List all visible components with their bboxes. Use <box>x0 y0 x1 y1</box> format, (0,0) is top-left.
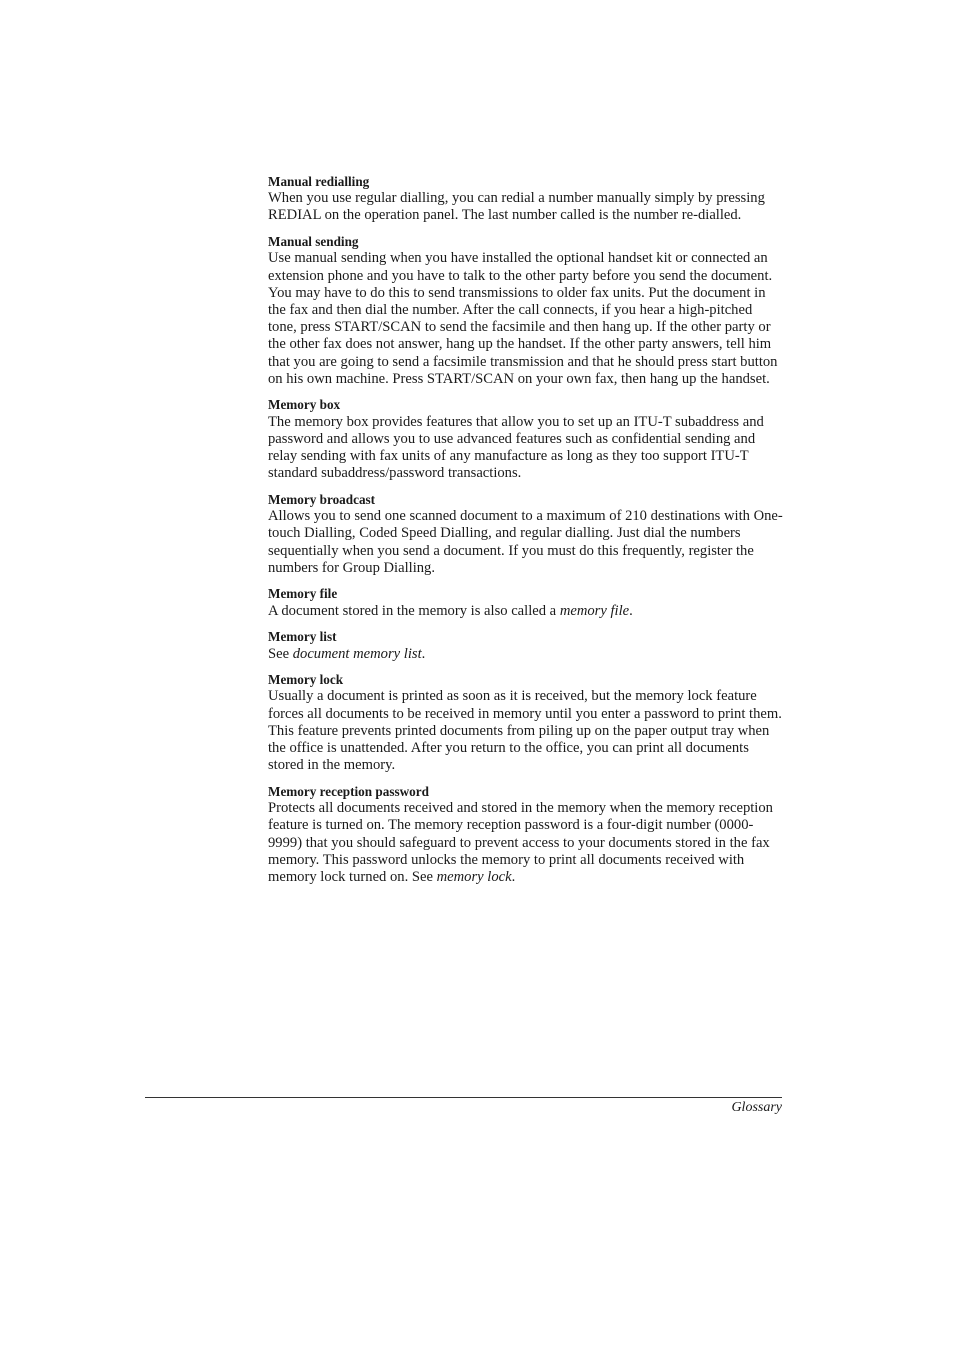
glossary-entry-memory-box <box>268 396 784 482</box>
glossary-term: Memory box <box>268 397 341 413</box>
glossary-entry-memory-lock <box>268 671 784 774</box>
glossary-definition: Usually a document is printed as soon as it is received, but the memory lock feature forces all documents to be received in memory until you enter a password to print them. This feature prevents printed documents from piling up on the paper output tray when the office is unattended. After you return to the office, you can print all documents stored in the memory. <box>268 688 782 774</box>
glossary-entry-memory-list <box>268 628 784 662</box>
cross-reference: document memory list <box>292 645 422 662</box>
cross-reference: memory file <box>559 602 630 619</box>
cross-reference: memory lock <box>436 869 512 886</box>
glossary-definition: Allows you to send one scanned document to a maximum of 210 destinations with One-touch Dialling, Coded Speed Dialling, and regular dialling. Just dial the numbers sequentially when you send a document. If you must do this frequently, register the numbers for Group Dialling. <box>268 508 783 576</box>
glossary-entry-memory-reception-password <box>268 783 784 886</box>
glossary-definition: When you use regular dialling, you can redial a number manually simply by pressing REDIAL on the operation panel. The last number called is the number re-dialled. <box>268 190 765 224</box>
glossary-entry-memory-file <box>268 585 784 619</box>
glossary-definition: The memory box provides features that allow you to set up an ITU-T subaddress and password and allows you to use advanced features such as confidential sending and relay sending with fax units of any manufacture as long as they too support ITU-T standard subaddress/password transactions. <box>268 413 764 482</box>
glossary-term: Manual redialling <box>268 174 370 189</box>
footer-section-label: Glossary <box>731 1100 782 1115</box>
footer-divider <box>145 1097 782 1098</box>
glossary-term: Manual sending <box>268 234 359 250</box>
glossary-entry-manual-sending <box>268 233 784 388</box>
glossary-entry-manual-redialling <box>268 173 784 225</box>
glossary-term: Memory list <box>268 629 337 645</box>
glossary-term: Memory lock <box>268 672 344 688</box>
glossary-definition: A document stored in the memory is also called a memory file. <box>268 602 633 619</box>
glossary-definition: See document memory list. <box>268 645 426 662</box>
glossary-entry-memory-broadcast <box>268 491 784 577</box>
glossary-body <box>268 173 784 895</box>
glossary-definition: Protects all documents received and stored in the memory when the memory reception feature is turned on. The memory reception password is a four-digit number (0000-9999) that you should safeguard to prevent access to your documents stored in the fax memory. This password unlocks the memory to print all documents received with memory lock turned on. See memory lock. <box>268 800 773 886</box>
glossary-term: Memory broadcast <box>268 491 376 507</box>
glossary-term: Memory file <box>268 586 338 602</box>
glossary-definition: Use manual sending when you have installed the optional handset kit or connected an extension phone and you have to talk to the other party before you send the document. You may have to do this to send transmissions to older fax units. Put the document in the fax and then dial the number. After the call connects, if you hear a high-pitched tone, press START/SCAN to send the facsimile and then hang up. If the other party or the other fax does not answer, hang up the handset. If the other party answers, tell him that you are going to send a facsimile transmission and that he should press start button on his own machine. Press START/SCAN on your own fax, then hang up the handset. <box>268 250 778 387</box>
glossary-term: Memory reception password <box>268 784 429 799</box>
